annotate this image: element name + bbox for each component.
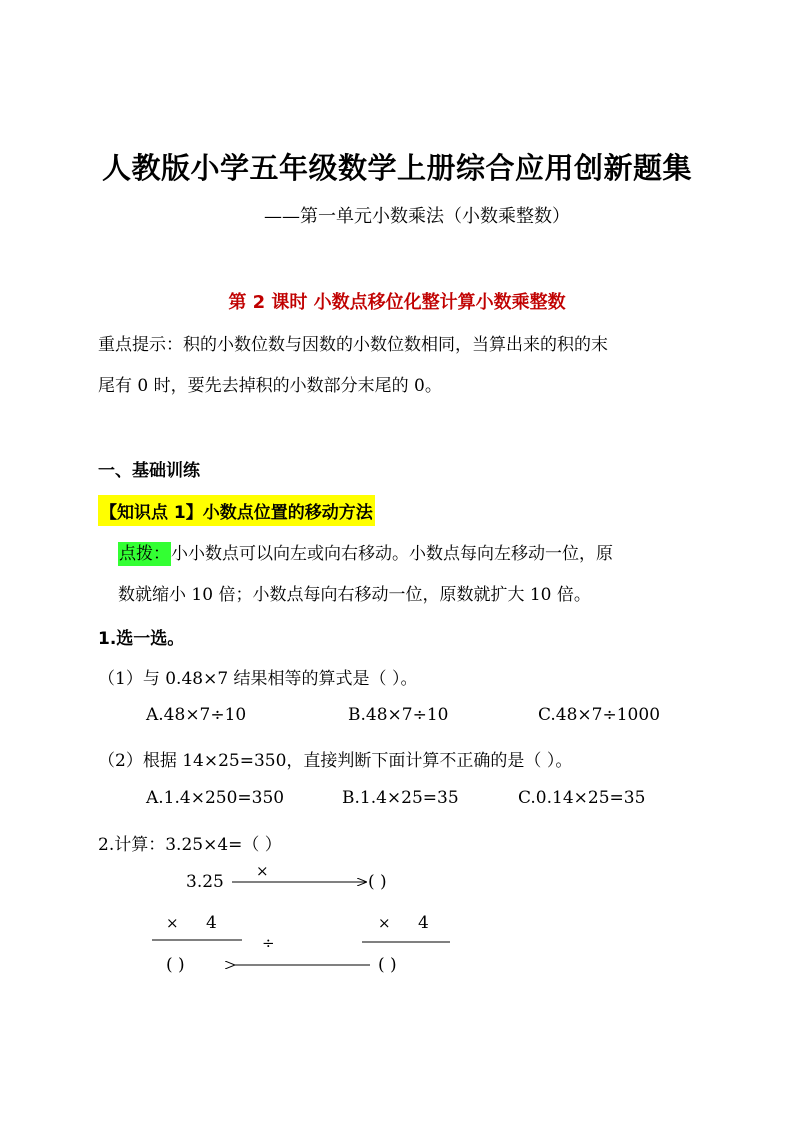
- lesson-title: 第 2 课时 小数点移位化整计算小数乘整数: [228, 292, 566, 313]
- diagram-bottom-left-blank: ( ): [166, 955, 185, 975]
- right-multiplier: 4: [418, 913, 429, 933]
- option-1-1-c: C.48×7÷1000: [538, 705, 661, 725]
- diagram-top-op: ×: [256, 862, 269, 880]
- page-subtitle: ——第一单元小数乘法（小数乘整数）: [264, 206, 570, 227]
- diagram-bottom-right-blank: ( ): [378, 955, 397, 975]
- left-multiplier: 4: [206, 913, 217, 933]
- section-heading: 一、基础训练: [98, 461, 200, 481]
- tip-line-2: 尾有 0 时，要先去掉积的小数部分末尾的 0。: [98, 376, 442, 396]
- tip-line-1: 重点提示：积的小数位数与因数的小数位数相同，当算出来的积的末: [98, 335, 608, 355]
- option-1-2-c: C.0.14×25=35: [518, 788, 646, 808]
- option-1-1-a: A.48×7÷10: [146, 705, 247, 725]
- option-1-2-b: B.1.4×25=35: [342, 788, 459, 808]
- option-1-2-a: A.1.4×250=350: [146, 788, 285, 808]
- question-1-1-stem: （1）与 0.48×7 结果相等的算式是（ ）。: [98, 669, 418, 689]
- knowledge-point-label: 【知识点 1】小数点位置的移动方法: [98, 495, 375, 526]
- page-title: 人教版小学五年级数学上册综合应用创新题集: [101, 151, 692, 185]
- question-1-2-stem: （2）根据 14×25=350，直接判断下面计算不正确的是（ ）。: [98, 751, 573, 771]
- hint-tag: 点拨：: [119, 544, 170, 564]
- diagram-top-result: ( ): [368, 872, 387, 892]
- hint-text: 小小数点可以向左或向右移动。小数点每向左移动一位，原: [171, 544, 613, 564]
- right-multiplier-sign: ×: [378, 914, 391, 932]
- option-1-1-b: B.48×7÷10: [348, 705, 449, 725]
- question-1-heading: 1.选一选。: [98, 629, 185, 649]
- diagram-bottom-op: ÷: [262, 934, 275, 952]
- hint-line-2: 数就缩小 10 倍；小数点每向右移动一位，原数就扩大 10 倍。: [118, 585, 591, 605]
- question-2-heading: 2.计算：3.25×4=（ ）: [98, 835, 282, 855]
- left-multiplier-sign: ×: [166, 914, 179, 932]
- diagram-start-value: 3.25: [186, 872, 224, 892]
